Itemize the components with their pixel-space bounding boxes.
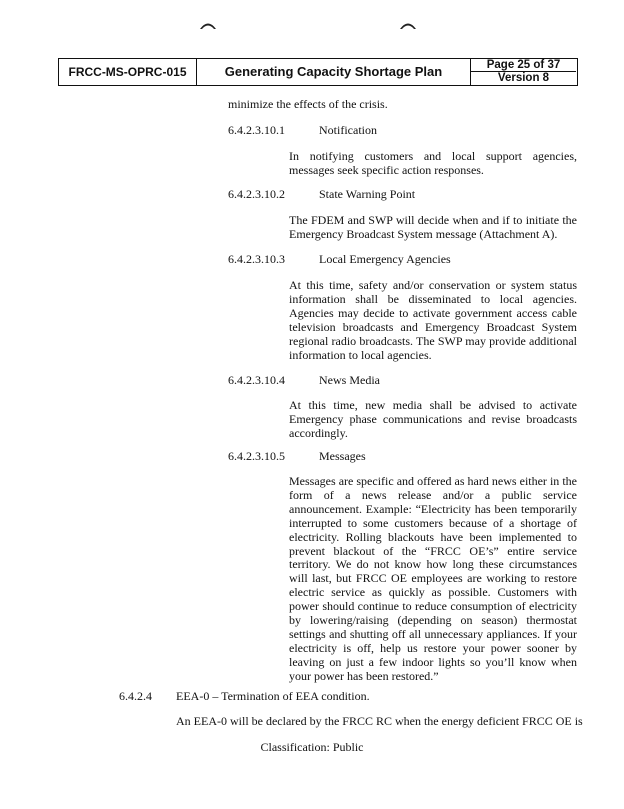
trailing-text: An EEA-0 will be declared by the FRCC RC when the energy deficient FRCC OE is xyxy=(176,714,583,728)
section-number: 6.4.2.3.10.3 xyxy=(228,252,285,266)
section-body: Messages are specific and offered as hard news either in the form of a news release and/or a public service announcement. Example: “Electricity has been temporarily interrupted to some customers because of a shortage of electricity. Rolling blackouts have been implemented to prevent blackout of the “FRCC OE’s” entire service territory. We do not know how long these circumstances will last, but FRCC OE employees are working to restore electric service as quickly as possible. Customers with power should continue to reduce consumption of electricity by lowering/raising (depending on season) thermostat settings and shutting off all unnecessary appliances. If your electricity is off, help us restore your power sooner by leaving on just a few indoor lights so you’ll know when your power has been restored.” xyxy=(289,474,577,683)
punch-hole-mark xyxy=(199,20,217,30)
section-title: State Warning Point xyxy=(319,187,416,201)
section-number: 6.4.2.4 xyxy=(119,689,152,703)
section-number: 6.4.2.3.10.1 xyxy=(228,123,285,137)
classification-footer: Classification: Public xyxy=(260,740,364,754)
intro-text: minimize the effects of the crisis. xyxy=(228,97,388,111)
section-number: 6.4.2.3.10.2 xyxy=(228,187,285,201)
section-body: At this time, safety and/or conservation or system status information shall be disseminated to local agencies. Agencies may decide to activate government access cable television broadcasts and Emergency Broadcast System regional radio broadcasts. The SWP may provide additional information to local agencies. xyxy=(289,278,577,362)
punch-hole-mark xyxy=(399,20,417,30)
section-body: At this time, new media shall be advised to activate Emergency phase communications and revise broadcasts accordingly. xyxy=(289,398,577,440)
section-title: EEA-0 – Termination of EEA condition. xyxy=(176,689,370,703)
section-number: 6.4.2.3.10.5 xyxy=(228,449,285,463)
section-number: 6.4.2.3.10.4 xyxy=(228,373,285,387)
section-title: Messages xyxy=(319,449,366,463)
section-body: The FDEM and SWP will decide when and if to initiate the Emergency Broadcast System message (Attachment A). xyxy=(289,213,577,241)
version-label: Version 8 xyxy=(497,72,550,84)
section-title: Notification xyxy=(319,123,377,137)
page-header xyxy=(58,58,578,86)
page-number: Page 25 of 37 xyxy=(471,59,576,72)
page-version-cell xyxy=(471,59,576,85)
section-body: In notifying customers and local support agencies, messages seek specific action responses. xyxy=(289,149,577,177)
section-title: Local Emergency Agencies xyxy=(319,252,451,266)
document-title: Generating Capacity Shortage Plan xyxy=(197,59,471,85)
document-id: FRCC-MS-OPRC-015 xyxy=(59,59,197,85)
section-title: News Media xyxy=(319,373,380,387)
